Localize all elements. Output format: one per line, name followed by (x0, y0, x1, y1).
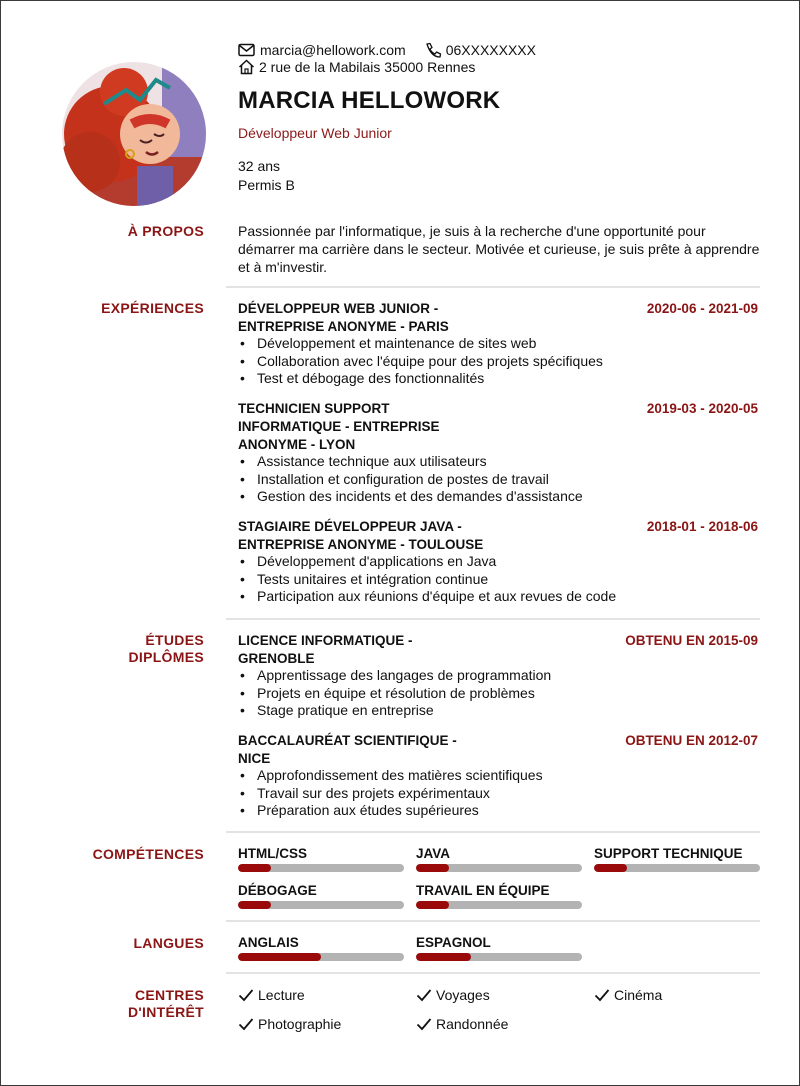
interest-label: Photographie (258, 1016, 342, 1032)
experience-title-line: INFORMATIQUE - ENTREPRISE (238, 419, 440, 434)
list-item: • Approfondissement des matières scientifiques (238, 767, 543, 785)
about-text: Passionnée par l'informatique, je suis à la recherche d'une opportunité pour démarrer ma carrière dans le secteur. Motivée et curieuse, je suis prête à apprendre et à m'investir. (238, 223, 760, 275)
skill-name: JAVA (416, 846, 451, 861)
experience-date: 2018-01 - 2018-06 (646, 519, 758, 534)
list-item: • Développement et maintenance de sites web (238, 335, 603, 353)
skill-level-bar (416, 864, 582, 872)
list-item: • Préparation aux études supérieures (238, 802, 543, 820)
interest-item (594, 987, 662, 1003)
profile-photo (62, 62, 206, 206)
experience-title-line: ANONYME - LYON (238, 437, 356, 452)
interest-label: Lecture (258, 987, 305, 1003)
skill-name: DÉBOGAGE (238, 883, 317, 898)
section-title-line: ÉTUDES (145, 632, 204, 648)
checkmark-icon (238, 1017, 254, 1031)
language-level-fill (238, 953, 321, 961)
list-item: • Apprentissage des langages de programmation (238, 667, 551, 685)
interest-item (238, 987, 305, 1003)
experience-title (238, 300, 498, 336)
section-title-interests (128, 987, 204, 1021)
education-bullets (238, 767, 543, 820)
list-item: • Assistance technique aux utilisateurs (238, 453, 583, 471)
list-item: • Participation aux réunions d'équipe et aux revues de code (238, 588, 616, 606)
section-title-education (128, 632, 204, 666)
experience-bullets (238, 335, 603, 388)
section-title-languages: LANGUES (133, 935, 204, 951)
experience-date: 2019-03 - 2020-05 (646, 401, 758, 416)
language-level-bar (238, 953, 404, 961)
section-divider (226, 920, 760, 922)
interest-label: Randonnée (436, 1016, 509, 1032)
email-text: marcia@hellowork.com (260, 42, 406, 58)
education-title-line: NICE (238, 751, 271, 766)
interest-item (416, 987, 490, 1003)
experience-bullets (238, 553, 616, 606)
education-title-line: LICENCE INFORMATIQUE - (238, 633, 413, 648)
experience-title (238, 518, 498, 554)
section-title-skills: COMPÉTENCES (92, 846, 204, 862)
skill-name: SUPPORT TECHNIQUE (594, 846, 743, 861)
section-title-line: CENTRES (135, 987, 204, 1003)
address-text: 2 rue de la Mabilais 35000 Rennes (259, 59, 476, 75)
list-item: • Stage pratique en entreprise (238, 702, 551, 720)
contact-row-address (238, 59, 475, 75)
skill-item (238, 846, 404, 872)
experience-title-line: ENTREPRISE ANONYME - TOULOUSE (238, 537, 484, 552)
experience-title-line: STAGIAIRE DÉVELOPPEUR JAVA - (238, 519, 462, 534)
job-title: Développeur Web Junior (238, 125, 392, 141)
experience-date: 2020-06 - 2021-09 (646, 301, 758, 316)
section-divider (226, 972, 760, 974)
license-text: Permis B (238, 177, 295, 193)
section-title-experiences: EXPÉRIENCES (101, 300, 204, 316)
list-item: • Projets en équipe et résolution de problèmes (238, 685, 551, 703)
interest-item (238, 1016, 341, 1032)
skill-level-bar (238, 864, 404, 872)
envelope-icon (238, 43, 256, 57)
skill-item (416, 846, 582, 872)
experience-title-line: TECHNICIEN SUPPORT (238, 401, 390, 416)
experience-title-line: ENTREPRISE ANONYME - PARIS (238, 319, 449, 334)
skill-name: TRAVAIL EN ÉQUIPE (416, 883, 550, 898)
experience-bullets (238, 453, 583, 506)
skill-level-bar (238, 901, 404, 909)
education-title (238, 632, 498, 668)
experience-title-line: DÉVELOPPEUR WEB JUNIOR - (238, 301, 439, 316)
skill-level-bar (594, 864, 760, 872)
age-text: 32 ans (238, 158, 281, 174)
language-level-fill (416, 953, 471, 961)
list-item: • Développement d'applications en Java (238, 553, 616, 571)
education-title-line: GRENOBLE (238, 651, 315, 666)
education-date: OBTENU EN 2015-09 (625, 633, 758, 648)
interest-label: Cinéma (614, 987, 663, 1003)
language-name: ESPAGNOL (416, 935, 491, 950)
list-item: • Test et débogage des fonctionnalités (238, 370, 603, 388)
skill-item (416, 883, 582, 909)
skill-level-fill (594, 864, 627, 872)
skill-level-fill (238, 864, 271, 872)
skill-level-fill (416, 901, 449, 909)
interest-label: Voyages (436, 987, 490, 1003)
language-item (238, 935, 404, 961)
checkmark-icon (238, 988, 254, 1002)
skill-level-fill (416, 864, 449, 872)
section-title-about: À PROPOS (127, 223, 204, 239)
home-icon (238, 59, 255, 75)
language-level-bar (416, 953, 582, 961)
list-item: • Gestion des incidents et des demandes d'assistance (238, 488, 583, 506)
phone-icon (424, 42, 442, 58)
skill-level-fill (238, 901, 271, 909)
language-name: ANGLAIS (238, 935, 299, 950)
section-divider (226, 286, 760, 288)
language-item (416, 935, 582, 961)
section-divider (226, 618, 760, 620)
experience-title (238, 400, 498, 454)
education-title-line: BACCALAURÉAT SCIENTIFIQUE - (238, 733, 457, 748)
avatar-illustration (62, 62, 206, 206)
skill-item (594, 846, 760, 872)
section-title-line: D'INTÉRÊT (127, 1004, 204, 1020)
checkmark-icon (594, 988, 610, 1002)
education-bullets (238, 667, 551, 720)
checkmark-icon (416, 988, 432, 1002)
contact-row-email-phone (238, 42, 536, 58)
checkmark-icon (416, 1017, 432, 1031)
section-title-line: DIPLÔMES (128, 649, 204, 665)
list-item: • Collaboration avec l'équipe pour des projets spécifiques (238, 353, 603, 371)
list-item: • Installation et configuration de postes de travail (238, 471, 583, 489)
interest-item (416, 1016, 508, 1032)
list-item: • Travail sur des projets expérimentaux (238, 785, 543, 803)
skill-name: HTML/CSS (238, 846, 307, 861)
phone-text: 06XXXXXXXX (445, 42, 536, 58)
list-item: • Tests unitaires et intégration continue (238, 571, 616, 589)
education-date: OBTENU EN 2012-07 (625, 733, 758, 748)
section-divider (226, 831, 760, 833)
skill-level-bar (416, 901, 582, 909)
skill-item (238, 883, 404, 909)
candidate-name: MARCIA HELLOWORK (238, 87, 501, 114)
education-title (238, 732, 498, 768)
